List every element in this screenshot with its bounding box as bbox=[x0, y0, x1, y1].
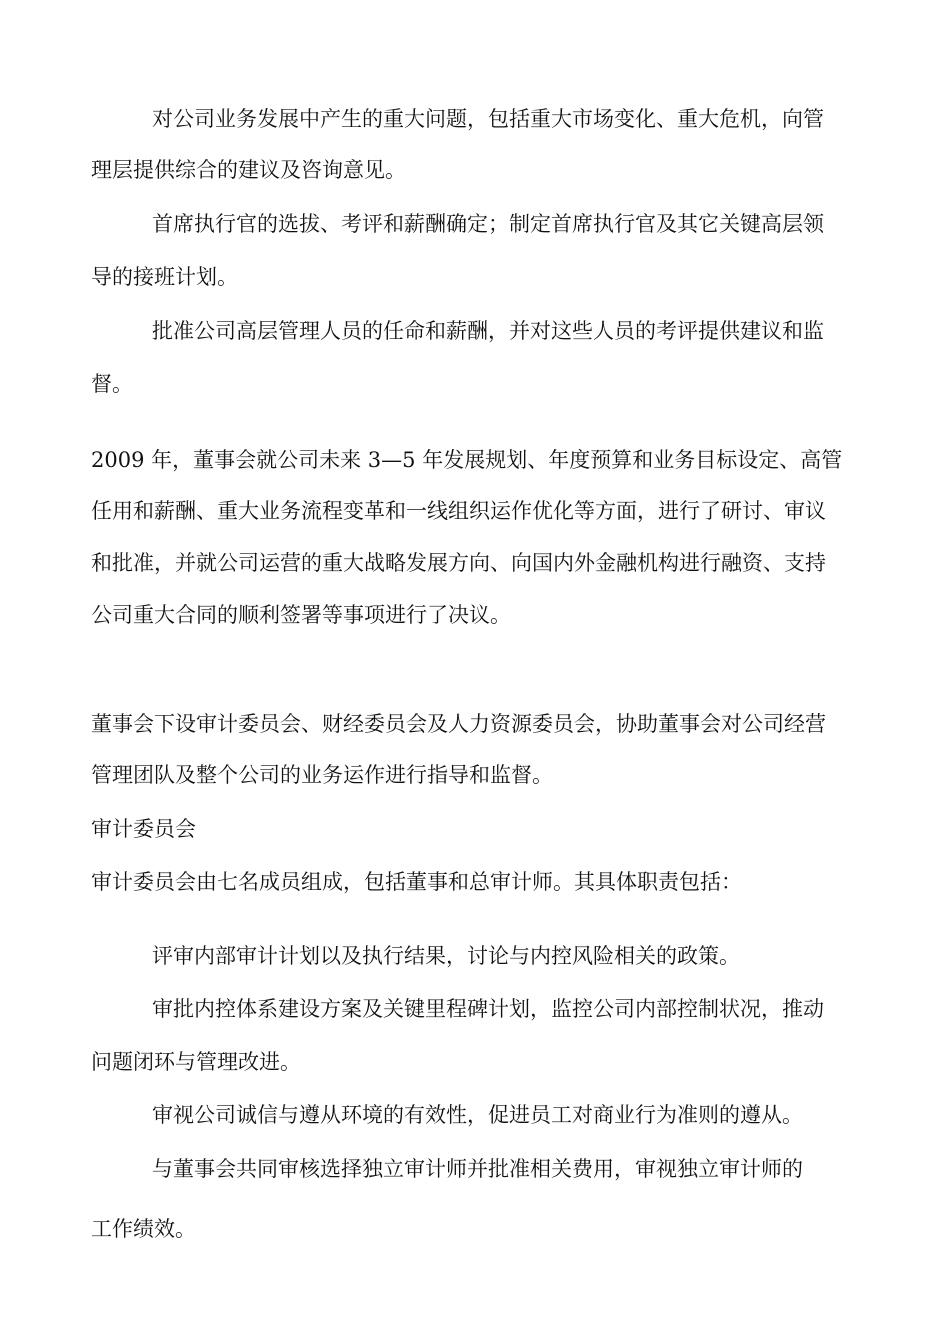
section-heading: 审计委员会 bbox=[91, 817, 196, 841]
paragraph-line: 首席执行官的选拔、考评和薪酬确定；制定首席执行官及其它关键高层领 bbox=[152, 212, 824, 236]
paragraph-line: 审视公司诚信与遵从环境的有效性，促进员工对商业行为准则的遵从。 bbox=[152, 1103, 803, 1127]
paragraph-line: 与董事会共同审核选择独立审计师并批准相关费用，审视独立审计师的 bbox=[152, 1157, 803, 1181]
paragraph-line: 批准公司高层管理人员的任命和薪酬，并对这些人员的考评提供建议和监 bbox=[152, 319, 824, 343]
paragraph-line: 和批准，并就公司运营的重大战略发展方向、向国内外金融机构进行融资、支持 bbox=[91, 551, 826, 575]
paragraph-line: 评审内部审计计划以及执行结果，讨论与内控风险相关的政策。 bbox=[152, 944, 740, 968]
paragraph-line: 导的接班计划。 bbox=[91, 265, 238, 289]
paragraph-line: 督。 bbox=[91, 372, 133, 396]
paragraph-line: 管理团队及整个公司的业务运作进行指导和监督。 bbox=[91, 763, 553, 787]
paragraph-line: 任用和薪酬、重大业务流程变革和一线组织运作优化等方面，进行了研讨、审议 bbox=[91, 499, 826, 523]
paragraph-line: 理层提供综合的建议及咨询意见。 bbox=[91, 158, 406, 182]
paragraph-line: 工作绩效。 bbox=[91, 1217, 196, 1241]
paragraph-line: 董事会下设审计委员会、财经委员会及人力资源委员会，协助董事会对公司经营 bbox=[91, 712, 826, 736]
paragraph-line: 审批内控体系建设方案及关键里程碑计划，监控公司内部控制状况，推动 bbox=[152, 997, 824, 1021]
paragraph-line: 2009 年，董事会就公司未来 3—5 年发展规划、年度预算和业务目标设定、高管 bbox=[91, 448, 843, 472]
paragraph-line: 公司重大合同的顺利签署等事项进行了决议。 bbox=[91, 603, 511, 627]
paragraph-line: 审计委员会由七名成员组成，包括董事和总审计师。其具体职责包括： bbox=[91, 870, 742, 894]
paragraph-line: 问题闭环与管理改进。 bbox=[91, 1050, 301, 1074]
paragraph-line: 对公司业务发展中产生的重大问题，包括重大市场变化、重大危机，向管 bbox=[152, 107, 824, 131]
